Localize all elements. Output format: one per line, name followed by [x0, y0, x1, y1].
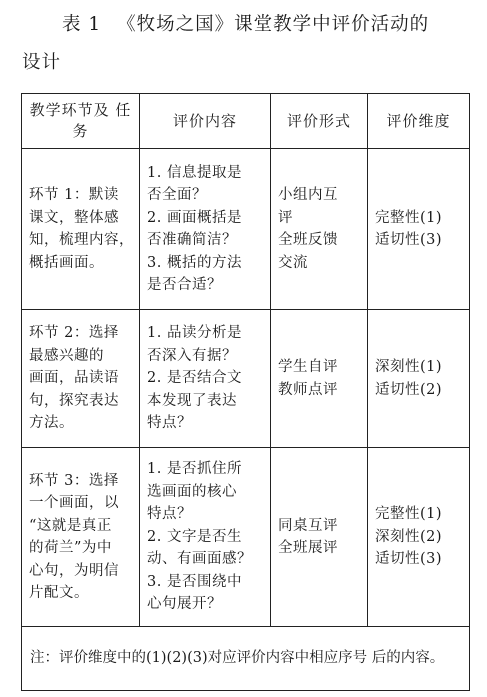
text-line: 本发现了表达 [147, 392, 237, 409]
stage-cell [22, 448, 140, 627]
text-line: 特点？ [147, 415, 192, 432]
stage-cell [22, 149, 140, 310]
caption-line-1 [22, 6, 470, 44]
text-line: 2. 文字是否生 [147, 528, 242, 545]
header-content [140, 94, 271, 149]
header-stage [22, 94, 140, 149]
stage-cell [22, 310, 140, 448]
text-line: 知，梳理内容， [29, 232, 134, 248]
text-line: 环节 1：默读 [29, 187, 119, 203]
text-line: 深刻性(2) [375, 528, 443, 545]
header-dimension [368, 94, 470, 149]
text-line: 片配文。 [29, 585, 89, 601]
caption-title-line-1: 《牧场之国》课堂教学中评价活动的 [117, 14, 430, 35]
form-cell [271, 310, 368, 448]
text-line: 适切性(3) [375, 551, 443, 568]
content-cell [140, 310, 271, 448]
text-line: 适切性(3) [375, 232, 443, 248]
text-line: 环节 2：选择 [29, 325, 119, 342]
table-note [22, 627, 470, 691]
text-line: 句，探究表达 [29, 392, 119, 409]
table-row [22, 149, 470, 310]
text-line: 方法。 [29, 415, 74, 432]
evaluation-table [21, 93, 470, 691]
text-line: 小组内互 [278, 187, 338, 203]
dimension-cell [368, 448, 470, 627]
text-line: 同桌互评 [278, 517, 338, 534]
note-line: 后的内容。 [371, 650, 445, 666]
text-line: 适切性(2) [375, 381, 443, 398]
header-stage-line: 任务 [72, 101, 132, 140]
table-row [22, 310, 470, 448]
header-content-label: 评价内容 [172, 111, 237, 130]
text-line: 全班反馈 [278, 232, 338, 248]
table-caption [22, 6, 470, 82]
text-line: 3. 概括的方法 [147, 254, 242, 271]
text-line: 是否合适？ [147, 277, 222, 293]
text-line: 的荷兰”为中 [29, 540, 112, 556]
text-line: 完整性(1) [375, 506, 443, 523]
text-line: 2. 画面概括是 [147, 209, 242, 226]
note-line: 注：评价维度中的(1)(2)(3)对应评价内容中相应序号 [30, 650, 368, 666]
text-line: 画面，品读语 [29, 370, 119, 387]
text-line: 一个画面，以 [29, 495, 119, 511]
header-form-label: 评价形式 [286, 111, 351, 130]
caption-label: 表 1 [62, 14, 102, 35]
content-cell [140, 448, 271, 627]
header-form [271, 94, 368, 149]
text-line: 全班展评 [278, 540, 338, 556]
header-row [22, 94, 470, 149]
text-line: 完整性(1) [375, 209, 443, 226]
text-line: 最感兴趣的 [29, 347, 104, 364]
text-line: 心句展开？ [147, 596, 222, 613]
text-line: 1. 是否抓住所 [147, 461, 242, 478]
text-line: 1. 品读分析是 [147, 325, 242, 342]
text-line: 评 [278, 209, 293, 226]
text-line: 2. 是否结合文 [147, 370, 242, 387]
text-line: 课文，整体感 [29, 209, 119, 226]
form-cell [271, 149, 368, 310]
form-cell [271, 448, 368, 627]
text-line: 否准确简洁？ [147, 232, 237, 248]
text-line: 深刻性(1) [375, 359, 443, 375]
text-line: 交流 [278, 254, 308, 271]
caption-title-line-2: 设计 [22, 52, 62, 73]
text-line: “这就是真正 [29, 517, 112, 534]
text-line: 教师点评 [278, 381, 338, 398]
content-cell [140, 149, 271, 310]
text-line: 否深入有据？ [147, 347, 237, 364]
note-row [22, 627, 470, 691]
text-line: 选画面的核心 [147, 483, 237, 500]
text-line: 动、有画面感？ [147, 551, 252, 568]
text-line: 学生自评 [278, 359, 338, 375]
text-line: 否全面？ [147, 187, 207, 203]
header-dimension-label: 评价维度 [386, 111, 451, 130]
text-line: 环节 3：选择 [29, 472, 119, 489]
dimension-cell [368, 310, 470, 448]
text-line: 1. 信息提取是 [147, 164, 242, 181]
header-stage-line: 教学环节及 [29, 101, 110, 119]
dimension-cell [368, 149, 470, 310]
text-line: 特点？ [147, 506, 192, 523]
text-line: 概括画面。 [29, 254, 104, 271]
text-line: 心句，为明信 [29, 562, 119, 579]
table-row [22, 448, 470, 627]
text-line: 3. 是否围绕中 [147, 573, 242, 590]
